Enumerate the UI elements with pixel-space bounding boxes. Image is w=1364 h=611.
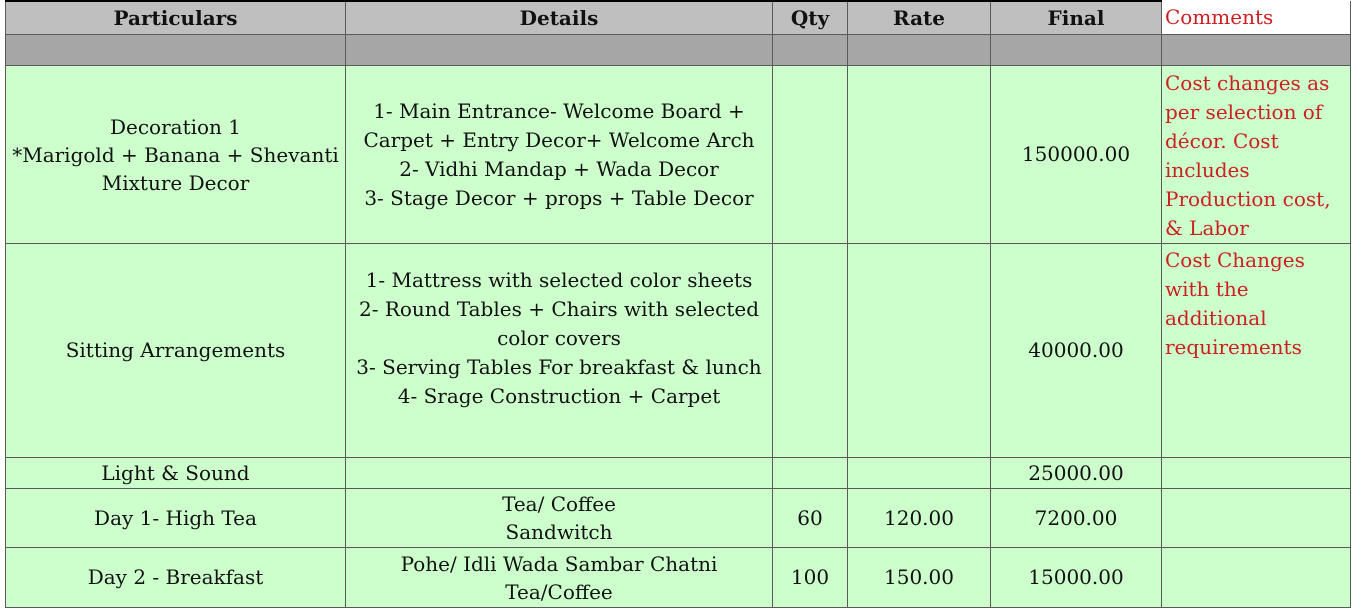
cell-final[interactable]: 25000.00 [991, 458, 1162, 489]
cell-comments[interactable] [1162, 489, 1351, 548]
header-row [6, 1, 1351, 35]
spacer-cell[interactable] [1162, 35, 1351, 66]
cell-rate[interactable] [848, 244, 991, 458]
table-row [6, 489, 1351, 548]
spacer-cell[interactable] [6, 35, 346, 66]
cell-final[interactable]: 40000.00 [991, 244, 1162, 458]
cell-details[interactable] [346, 458, 773, 489]
cell-qty[interactable]: 100 [773, 548, 848, 608]
cell-rate[interactable]: 150.00 [848, 548, 991, 608]
cell-comments[interactable] [1162, 548, 1351, 608]
header-qty[interactable]: Qty [773, 1, 848, 35]
cell-details[interactable]: Pohe/ Idli Wada Sambar Chatni Tea/Coffee [346, 548, 773, 608]
table-row [6, 66, 1351, 244]
quotation-table [5, 0, 1351, 608]
header-final[interactable]: Final [991, 1, 1162, 35]
cell-particulars[interactable]: Light & Sound [6, 458, 346, 489]
cell-final[interactable]: 15000.00 [991, 548, 1162, 608]
spacer-cell[interactable] [773, 35, 848, 66]
header-particulars[interactable]: Particulars [6, 1, 346, 35]
cell-comments[interactable]: Cost changes as per selection of décor. Cost includes Production cost, & Labor [1162, 66, 1351, 244]
spacer-row [6, 35, 1351, 66]
header-comments[interactable]: Comments [1162, 1, 1351, 35]
table-row [6, 458, 1351, 489]
cell-particulars[interactable]: Day 2 - Breakfast [6, 548, 346, 608]
cell-qty[interactable] [773, 244, 848, 458]
cell-particulars[interactable]: Decoration 1 *Marigold + Banana + Shevanti Mixture Decor [6, 66, 346, 244]
table-row [6, 244, 1351, 458]
cell-qty[interactable] [773, 66, 848, 244]
cell-rate[interactable] [848, 66, 991, 244]
cell-final[interactable]: 150000.00 [991, 66, 1162, 244]
cell-details[interactable]: Tea/ Coffee Sandwitch [346, 489, 773, 548]
spacer-cell[interactable] [346, 35, 773, 66]
cell-qty[interactable] [773, 458, 848, 489]
cell-particulars[interactable]: Sitting Arrangements [6, 244, 346, 458]
cell-details[interactable]: 1- Mattress with selected color sheets 2- Round Tables + Chairs with selected color covers 3- Serving Tables For breakfast & lunch 4- Srage Construction + Carpet [346, 244, 773, 458]
spacer-cell[interactable] [991, 35, 1162, 66]
cell-qty[interactable]: 60 [773, 489, 848, 548]
header-details[interactable]: Details [346, 1, 773, 35]
header-rate[interactable]: Rate [848, 1, 991, 35]
spacer-cell[interactable] [848, 35, 991, 66]
cell-final[interactable]: 7200.00 [991, 489, 1162, 548]
cell-comments[interactable] [1162, 458, 1351, 489]
cell-comments[interactable]: Cost Changes with the additional requirements [1162, 244, 1351, 458]
table-row [6, 548, 1351, 608]
cell-details[interactable]: 1- Main Entrance- Welcome Board + Carpet + Entry Decor+ Welcome Arch 2- Vidhi Mandap + Wada Decor 3- Stage Decor + props + Table Decor [346, 66, 773, 244]
cell-rate[interactable]: 120.00 [848, 489, 991, 548]
cell-rate[interactable] [848, 458, 991, 489]
cell-particulars[interactable]: Day 1- High Tea [6, 489, 346, 548]
